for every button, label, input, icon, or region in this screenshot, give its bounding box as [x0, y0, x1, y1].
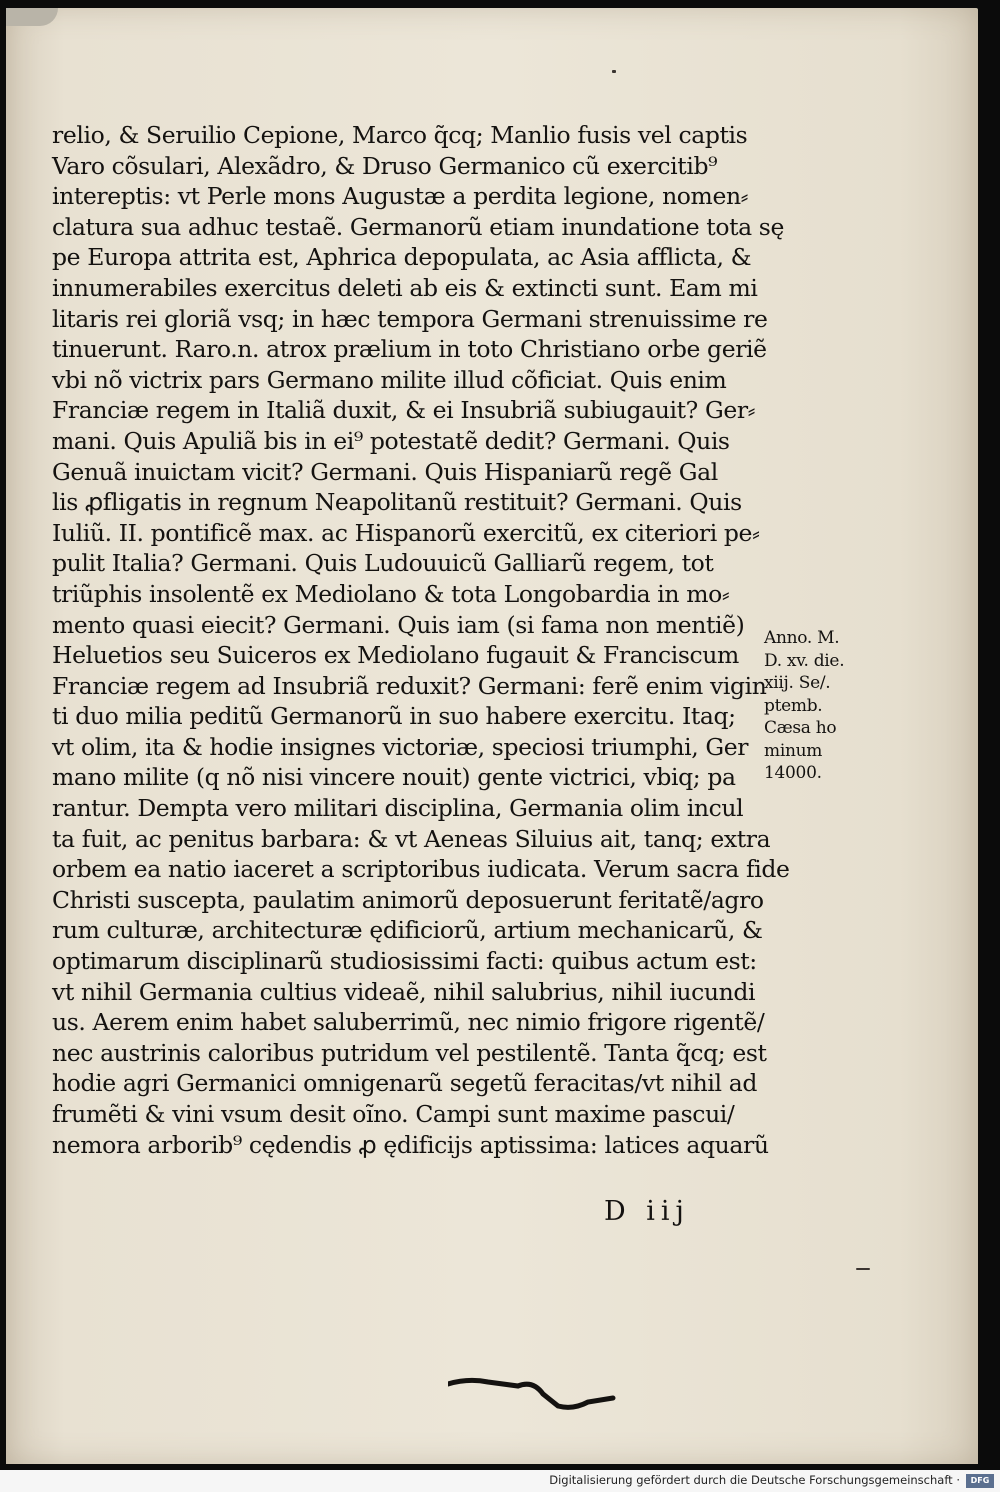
text-line: Iuliũ. II. pontificẽ max. ac Hispanorũ exercitũ, ex citeriori pe⸗ — [52, 518, 760, 547]
marginal-line: xiij. Se/. — [764, 673, 831, 693]
page-corner-shadow — [6, 8, 58, 26]
text-line: innumerabiles exercitus deleti ab eis & extincti sunt. Eam mi — [52, 273, 758, 302]
text-line: triũphis insolentẽ ex Mediolano & tota Longobardia in mo⸗ — [52, 579, 730, 608]
torn-edge-mark — [448, 1376, 618, 1416]
ink-speck — [612, 70, 616, 73]
text-line: Genuã inuictam vicit? Germani. Quis Hispaniarũ regẽ Gal — [52, 457, 718, 486]
text-line: frumẽti & vini vsum desit oĩno. Campi sunt maxime pascui/ — [52, 1100, 735, 1128]
text-line: mano milite (q nõ nisi vincere nouit) gente victrici, vbiq; pa — [52, 763, 736, 792]
text-line: ta fuit, ac penitus barbara: & vt Aeneas Siluius ait, tanq; extra — [52, 824, 771, 853]
text-line: pe Europa attrita est, Aphrica depopulata, ac Asia afflicta, & — [52, 243, 752, 272]
main-text-block — [52, 120, 792, 1160]
text-line: Franciæ regem in Italiã duxit, & ei Insubriã subiugauit? Ger⸗ — [52, 396, 756, 425]
text-line: tinuerunt. Raro.n. atrox prælium in toto Christiano orbe geriẽ — [52, 335, 767, 364]
marginal-note — [764, 627, 884, 785]
text-line: nemora arborib⁹ cędendis ꝓ ędificijs aptissima: latices aquarũ — [52, 1130, 769, 1159]
marginal-line: Anno. M. — [764, 628, 840, 648]
marginal-line: D. xv. die. — [764, 650, 845, 671]
text-line: nec austrinis caloribus putridum vel pestilentẽ. Tanta q̃cq; est — [52, 1038, 767, 1067]
text-line: rantur. Dempta vero militari disciplina, Germania olim incul — [52, 794, 744, 823]
text-line: hodie agri Germanici omnigenarũ segetũ feracitas/vt nihil ad — [52, 1069, 757, 1098]
text-line: vbi nõ victrix pars Germano milite illud cõficiat. Quis enim — [52, 365, 727, 394]
text-line: Heluetios seu Suiceros ex Mediolano fugauit & Franciscum — [52, 641, 739, 670]
text-line: litaris rei gloriã vsq; in hæc tempora Germani strenuissime re — [52, 304, 768, 333]
text-line: optimarum disciplinarũ studiosissimi facti: quibus actum est: — [52, 947, 757, 976]
text-line: vt nihil Germania cultius videaẽ, nihil salubrius, nihil iucundi — [52, 977, 756, 1006]
text-line: Franciæ regem ad Insubriã reduxit? Germani: ferẽ enim vigin — [52, 671, 767, 700]
text-line: Christi suscepta, paulatim animorũ deposuerunt feritatẽ/agro — [52, 885, 764, 914]
marginal-line: 14000. — [764, 763, 822, 783]
text-line: ti duo milia peditũ Germanorũ in suo habere exercitu. Itaq; — [52, 702, 736, 731]
text-line: relio, & Seruilio Cepione, Marco q̃cq; Manlio fusis vel captis — [52, 121, 748, 149]
footer-bar — [0, 1470, 1000, 1492]
dfg-logo: DFG — [966, 1474, 994, 1488]
text-line: vt olim, ita & hodie insignes victoriæ, speciosi triumphi, Ger — [52, 732, 749, 761]
text-line: mani. Quis Apuliã bis in ei⁹ potestatẽ dedit? Germani. Quis — [52, 426, 730, 455]
text-line: lis ꝓfligatis in regnum Neapolitanũ restituit? Germani. Quis — [52, 488, 742, 517]
text-line: orbem ea natio iaceret a scriptoribus iudicata. Verum sacra fide — [52, 855, 790, 884]
text-line: Varo cõsulari, Alexãdro, & Druso Germanico cũ exercitib⁹ — [52, 151, 718, 180]
ink-speck — [856, 1268, 870, 1270]
text-line: clatura sua adhuc testaẽ. Germanorũ etiam inundatione tota sę — [52, 212, 784, 241]
signature-mark: D iij — [604, 1196, 690, 1227]
marginal-line: Cæsa ho — [764, 718, 837, 738]
text-line: pulit Italia? Germani. Quis Ludouuicũ Galliarũ regem, tot — [52, 549, 714, 578]
text-line: us. Aerem enim habet saluberrimũ, nec nimio frigore rigentẽ/ — [52, 1008, 765, 1037]
funding-credit: Digitalisierung gefördert durch die Deutsche Forschungsgemeinschaft · — [549, 1473, 960, 1487]
marginal-line: minum — [764, 740, 823, 761]
text-line: mento quasi eiecit? Germani. Quis iam (si fama non mentiẽ) — [52, 610, 745, 639]
text-line: intereptis: vt Perle mons Augustæ a perdita legione, nomen⸗ — [52, 182, 749, 211]
text-line: rum culturæ, architecturæ ędificiorũ, artium mechanicarũ, & — [52, 916, 763, 945]
marginal-line: ptemb. — [764, 695, 823, 716]
